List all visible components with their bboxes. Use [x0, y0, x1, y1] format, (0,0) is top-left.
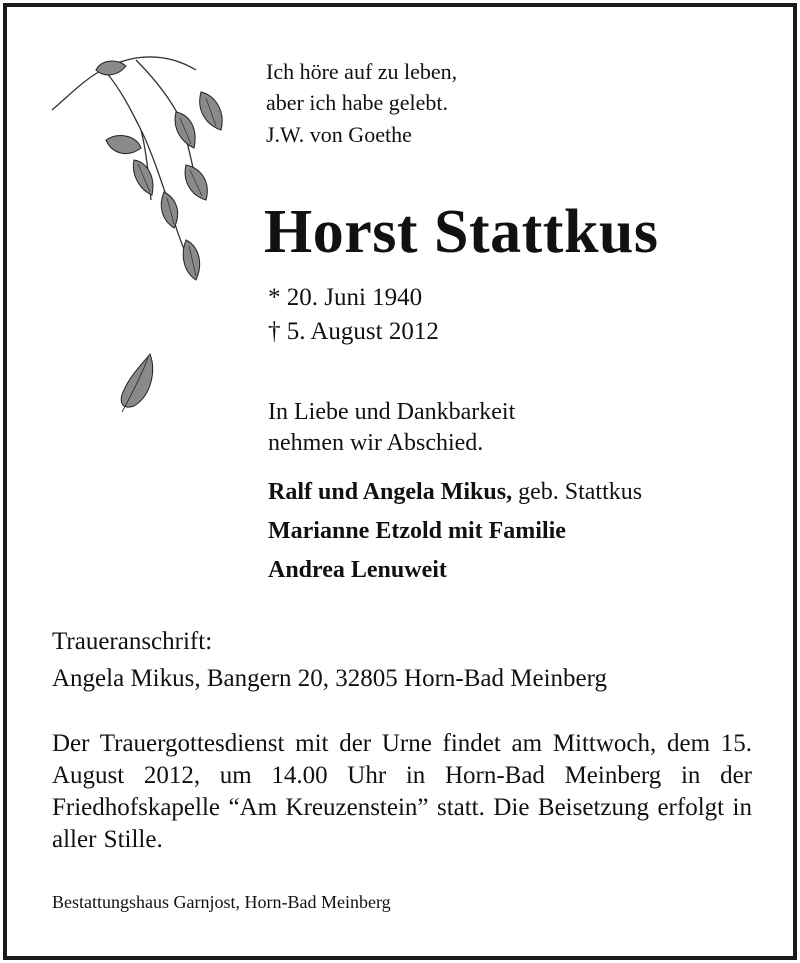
- mourner-line: [268, 550, 447, 590]
- mourner-line: [268, 472, 642, 512]
- quote-line-2: aber ich habe gelebt.: [266, 90, 449, 115]
- mourner-note: geb. Stattkus: [512, 479, 643, 505]
- undertaker-info: Bestattungshaus Garnjost, Horn-Bad Meinberg: [52, 892, 391, 912]
- farewell-line-2: nehmen wir Abschied.: [268, 430, 484, 456]
- mourner-name: Ralf und Angela Mikus,: [268, 479, 513, 505]
- death-date: † 5. August 2012: [268, 318, 439, 345]
- mourner-name: Marianne Etzold mit Familie: [268, 518, 566, 544]
- quote-line-1: Ich höre auf zu leben,: [266, 59, 458, 84]
- quote-author: J.W. von Goethe: [266, 122, 412, 147]
- mourner-name: Andrea Lenuweit: [268, 557, 447, 583]
- falling-leaf-icon: [112, 350, 162, 420]
- service-announcement: Der Trauergottesdienst mit der Urne findet am Mittwoch, dem 15. August 2012, um 14.00 Uhr in Horn-Bad Meinberg in der Friedhofskapelle “Am Kreuzenstein” statt. Die Beisetzung erfolgt in aller Stille.: [52, 730, 752, 853]
- address-label: Traueranschrift:: [52, 628, 213, 655]
- mourner-line: [268, 511, 566, 551]
- deceased-name: Horst Stattkus: [264, 198, 659, 266]
- birth-date: * 20. Juni 1940: [268, 284, 423, 311]
- birch-branch-icon: [46, 50, 236, 300]
- address-value: Angela Mikus, Bangern 20, 32805 Horn-Bad Meinberg: [52, 665, 608, 692]
- farewell-line-1: In Liebe und Dankbarkeit: [268, 399, 516, 425]
